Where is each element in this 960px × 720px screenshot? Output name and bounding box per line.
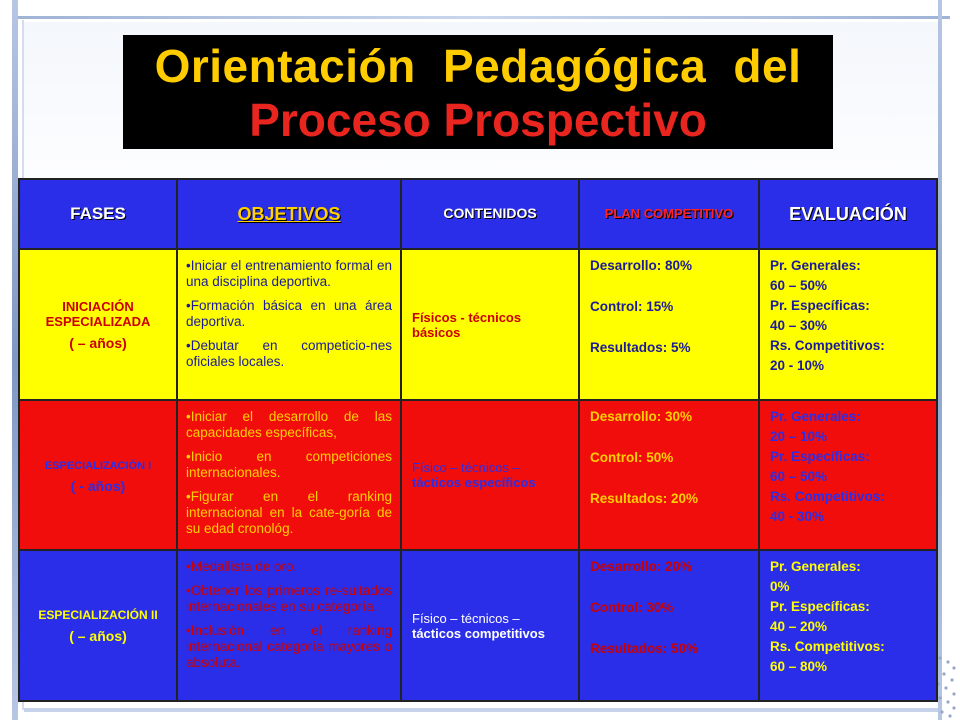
table-row bbox=[19, 400, 937, 550]
evaluacion-item: 20 – 10% bbox=[770, 429, 828, 444]
contenidos-cell bbox=[401, 550, 579, 701]
evaluacion-item: 60 – 50% bbox=[770, 469, 828, 484]
plan-cell bbox=[579, 400, 759, 550]
evaluacion-item: Pr. Generales: bbox=[770, 559, 861, 574]
evaluacion-item: 0% bbox=[770, 579, 790, 594]
objetivo-item: • Debutar en competicio-nes oficiales locales. bbox=[186, 338, 392, 370]
title-line-1: Orientación Pedagógica del bbox=[154, 40, 802, 92]
fase-years: ( – años) bbox=[69, 628, 127, 644]
fase-years: ( – años) bbox=[69, 334, 127, 351]
fase-years: ( - años) bbox=[70, 477, 126, 494]
fase-label: ESPECIALIZACIÓN II bbox=[38, 608, 158, 622]
fase-cell bbox=[19, 550, 177, 701]
table-row bbox=[19, 249, 937, 400]
header-objetivos: OBJETIVOS bbox=[177, 179, 401, 249]
header-fases: FASES bbox=[19, 179, 177, 249]
fase-cell bbox=[19, 249, 177, 400]
evaluacion-cell bbox=[759, 249, 937, 400]
evaluacion-item: Pr. Específicas: bbox=[770, 599, 870, 614]
objetivo-item: • Obtener los primeros re-sultados internacionales en su categoría. bbox=[186, 583, 392, 615]
header-row bbox=[19, 179, 937, 249]
frame-right-border bbox=[938, 0, 942, 720]
fase-label: ESPECIALIZACIÓN I bbox=[44, 459, 152, 472]
fase-label: INICIACIÓN ESPECIALIZADA bbox=[45, 298, 151, 329]
evaluacion-item: 40 – 30% bbox=[770, 318, 828, 333]
objetivo-item: • Figurar en el ranking internacional en la cate-goría de su edad cronológ. bbox=[186, 489, 392, 537]
contenidos-cell: Físicos - técnicos básicos bbox=[401, 249, 579, 400]
evaluacion-item: Rs. Competitivos: bbox=[770, 489, 885, 504]
header-evaluacion: EVALUACIÓN bbox=[759, 179, 937, 249]
evaluacion-item: Pr. Específicas: bbox=[770, 449, 870, 464]
plan-item: Control: 30% bbox=[590, 600, 674, 615]
contenidos-line-1: Físico – técnicos – bbox=[412, 460, 520, 475]
plan-item: Control: 50% bbox=[590, 450, 674, 465]
objetivo-item: • Inicio en competiciones internacionales. bbox=[186, 449, 392, 481]
evaluacion-item: Pr. Generales: bbox=[770, 258, 861, 273]
slide-title bbox=[123, 35, 833, 149]
evaluacion-cell bbox=[759, 550, 937, 701]
plan-cell bbox=[579, 550, 759, 701]
plan-cell bbox=[579, 249, 759, 400]
objetivos-cell bbox=[177, 400, 401, 550]
frame-top-border bbox=[12, 16, 950, 19]
header-plan-competitivo: PLAN COMPETITIVO bbox=[579, 179, 759, 249]
evaluacion-cell bbox=[759, 400, 937, 550]
plan-item: Resultados: 50% bbox=[590, 641, 699, 656]
contenidos-line-2: tácticos específicos bbox=[412, 475, 536, 490]
objetivo-item: • Inclusión en el ranking internacional categoría mayores o absoluta. bbox=[186, 623, 392, 671]
evaluacion-item: 40 - 30% bbox=[770, 509, 825, 524]
evaluacion-item: 20 - 10% bbox=[770, 358, 825, 373]
fase-cell bbox=[19, 400, 177, 550]
evaluacion-item: 60 – 50% bbox=[770, 278, 828, 293]
evaluacion-item: Pr. Específicas: bbox=[770, 298, 870, 313]
contenidos-line-2: tácticos competitivos bbox=[412, 625, 545, 641]
contenidos-cell bbox=[401, 400, 579, 550]
plan-item: Desarrollo: 20% bbox=[590, 559, 693, 574]
evaluacion-item: Pr. Generales: bbox=[770, 409, 861, 424]
plan-item: Resultados: 20% bbox=[590, 491, 699, 506]
objetivos-cell bbox=[177, 249, 401, 400]
objetivo-item: • Iniciar el entrenamiento formal en una disciplina deportiva. bbox=[186, 258, 392, 290]
table-row bbox=[19, 550, 937, 701]
objetivo-item: • Medallista de oro. bbox=[186, 559, 392, 575]
title-line-2: Proceso Prospectivo bbox=[249, 94, 707, 146]
plan-item: Desarrollo: 30% bbox=[590, 409, 693, 424]
evaluacion-item: 40 – 20% bbox=[770, 619, 828, 634]
evaluacion-item: Rs. Competitivos: bbox=[770, 639, 885, 654]
header-contenidos: CONTENIDOS bbox=[401, 179, 579, 249]
frame-bottom-border bbox=[24, 708, 938, 712]
phases-table bbox=[18, 178, 938, 702]
evaluacion-item: Rs. Competitivos: bbox=[770, 338, 885, 353]
plan-item: Resultados: 5% bbox=[590, 340, 691, 355]
contenidos-line-1: Físico – técnicos – bbox=[412, 610, 520, 626]
plan-item: Desarrollo: 80% bbox=[590, 258, 693, 273]
plan-item: Control: 15% bbox=[590, 299, 674, 314]
objetivo-item: • Formación básica en una área deportiva. bbox=[186, 298, 392, 330]
objetivo-item: • Iniciar el desarrollo de las capacidades específicas, bbox=[186, 409, 392, 441]
objetivos-cell bbox=[177, 550, 401, 701]
evaluacion-item: 60 – 80% bbox=[770, 659, 828, 674]
